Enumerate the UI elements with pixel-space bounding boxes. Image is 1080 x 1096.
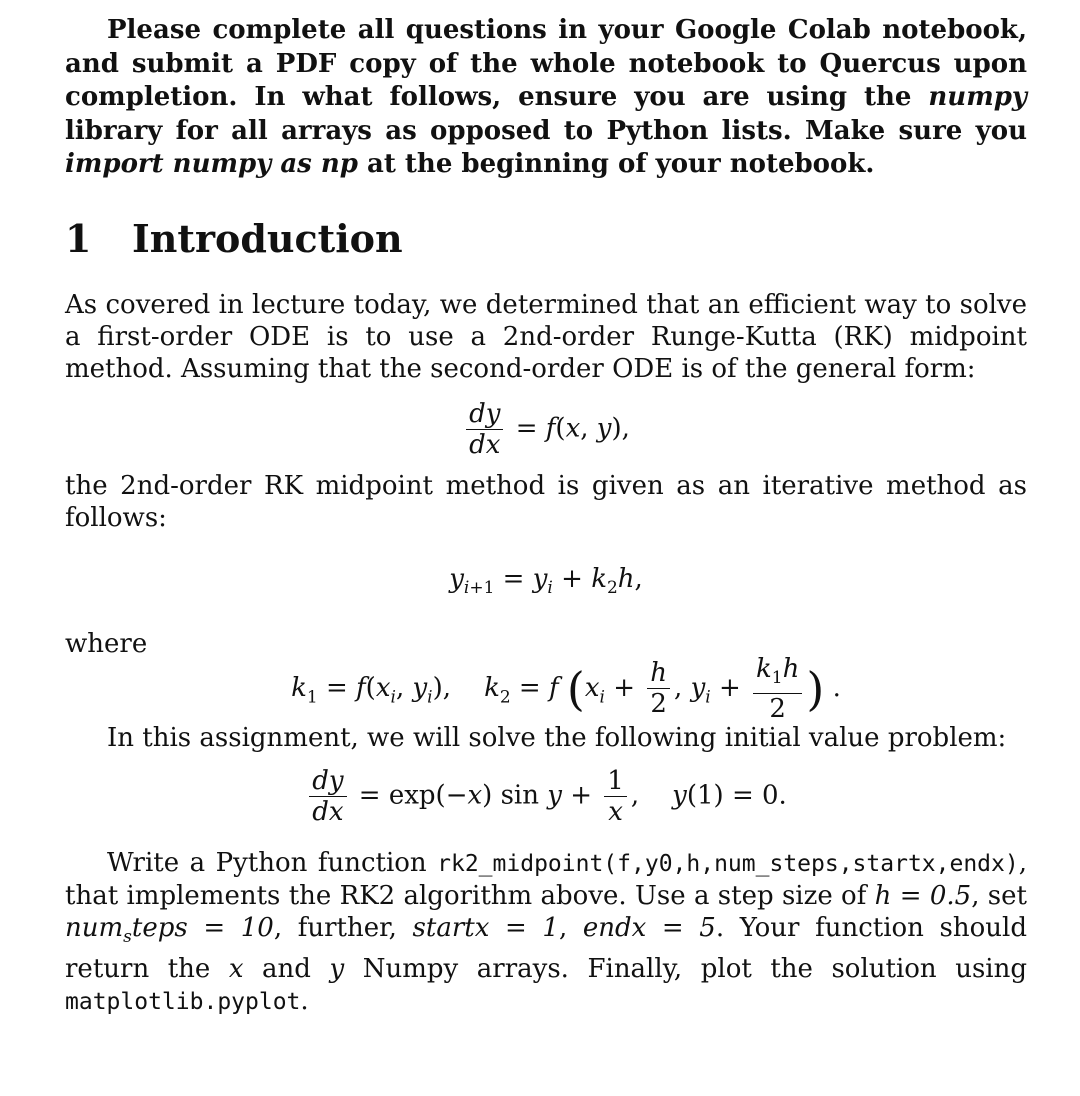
paragraph-4 (65, 847, 1027, 1018)
intro-text-3: at the beginning of your notebook. (357, 149, 875, 179)
matplotlib-code: matplotlib.pyplot (65, 989, 301, 1016)
paragraph-3: In this assignment, we will solve the following initial value problem: (107, 722, 1007, 753)
p4-text-1: Write a Python function (107, 847, 438, 878)
p4-text-4: , further, (273, 912, 413, 943)
intro-text-1: Please complete all questions in your Google Colab notebook, and submit a PDF copy of the whole notebook to Quercus upon completion. In what follows, ensure you are using the (65, 15, 1027, 112)
numsteps-sub: s (123, 927, 132, 948)
intro-numpy: numpy (928, 82, 1027, 112)
equation-ivp: $\frac{dy}{dx}$ = exp(−x) sin y + $\frac{1}{x}$ , y(1) = 0. (65, 766, 1027, 827)
equation-k-terms: $k_1 = f(x_i$, $y_i$), $k_2 = f$ ($x_i$ + $\frac{h}{2}$ , $y_i$ + $\frac{k_1h}{2}$ ) . (291, 653, 841, 724)
p4-text-6: Numpy arrays. Finally, plot the solution using (344, 954, 1028, 985)
p4-text-2: , that implements the RK2 algorithm above. Use a step size of (65, 847, 1027, 911)
function-signature-code: rk2_midpoint(f,y0,h,num_steps,startx,endx) (437, 850, 1019, 877)
numsteps-expression: num (65, 912, 124, 943)
h-expression: h = 0.5 (874, 880, 972, 911)
paragraph-1: As covered in lecture today, we determined that an efficient way to solve a first-order ODE is to use a 2nd-order Runge-Kutta (RK) midpoint method. Assuming that the second-order ODE is of the general form: (65, 289, 1027, 384)
equation-ode: $\frac{dy}{dx}$ = f(x, y), (65, 399, 1027, 460)
p4-and: and (243, 954, 330, 985)
p4-text-3: , set (971, 880, 1027, 911)
numsteps-rest: teps = 10 (131, 912, 274, 943)
intro-text-2: library for all arrays as opposed to Python lists. Make sure you (65, 115, 1027, 146)
intro-import: import numpy as np (65, 149, 358, 179)
section-heading (65, 216, 1027, 261)
equation-rk-update: $y_{i+1} = y_i + k_2h$, (449, 563, 643, 598)
x-var: x (228, 954, 244, 985)
y-var: y (329, 954, 345, 985)
p4-sep: , (558, 912, 583, 943)
p4-end: . (300, 986, 309, 1017)
p4-text-5: . Your function should return the (65, 912, 1027, 985)
startx-expression: startx = 1 (412, 912, 559, 943)
where-label: where (65, 628, 148, 659)
section-number: 1 (65, 215, 92, 261)
paragraph-2: the 2nd-order RK midpoint method is given as an iterative method as follows: (65, 470, 1027, 533)
page (65, 14, 1027, 1018)
section-title: Introduction (132, 215, 403, 261)
endx-expression: endx = 5 (582, 912, 716, 943)
intro-paragraph (65, 14, 1027, 182)
